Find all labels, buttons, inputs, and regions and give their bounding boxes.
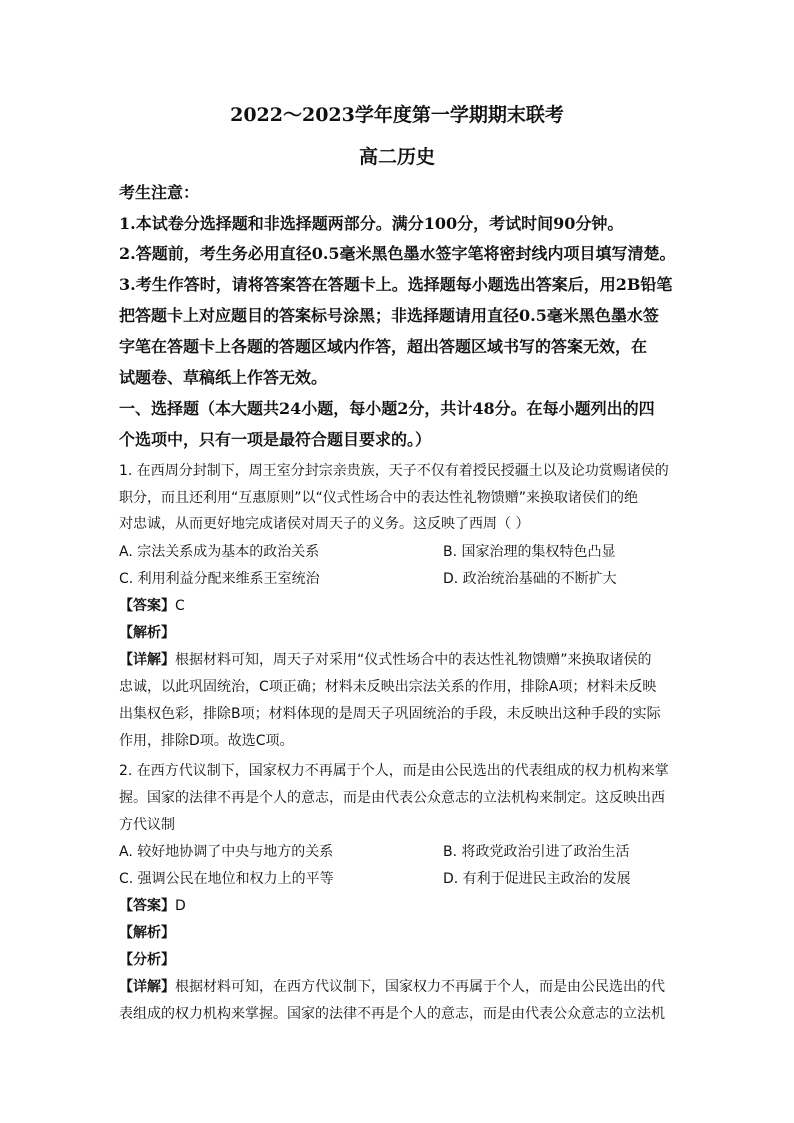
answer-tag: 【答案】 bbox=[119, 898, 175, 914]
q2-option-c: C. 强调公民在地位和权力上的平等 bbox=[119, 871, 334, 887]
q1-option-b: B. 国家治理的集权特色凸显 bbox=[443, 544, 616, 560]
detail-text: 根据材料可知，周天子对采用“仪式性场合中的表达性礼物馈赠”来换取诸侯的 bbox=[175, 652, 652, 668]
q2-fenxi bbox=[119, 949, 175, 969]
q2-stem-line: 方代议制 bbox=[119, 817, 175, 833]
q1-detail-line: 忠诚，以此巩固统治，C项正确；材料未反映出宗法关系的作用，排除A项；材料未反映 bbox=[119, 679, 657, 695]
q2-option-d: D. 有利于促进民主政治的发展 bbox=[443, 871, 631, 887]
q1-stem-line: 1. 在西周分封制下，周王室分封宗亲贵族，天子不仅有着授民授疆土以及论功赏赐诸侯的 bbox=[119, 463, 669, 479]
detail-tag: 【详解】 bbox=[119, 652, 175, 668]
answer-value: C bbox=[175, 598, 185, 614]
q1-detail-line: 作用，排除D项。故选C项。 bbox=[119, 733, 294, 749]
detail-tag: 【详解】 bbox=[119, 979, 175, 995]
notice-line: 把答题卡上对应题目的答案标号涂黑；非选择题请用直径0.5毫米黑色墨水签 bbox=[119, 306, 659, 325]
q2-option-b: B. 将政党政治引进了政治生活 bbox=[443, 844, 630, 860]
q2-answer bbox=[119, 895, 186, 915]
notice-line: 3.考生作答时，请将答案答在答题卡上。选择题每小题选出答案后，用2B铅笔 bbox=[119, 275, 673, 294]
notice-line: 2.答题前，考生务必用直径0.5毫米黑色墨水签字笔将密封线内项目填写清楚。 bbox=[119, 244, 676, 263]
notice-line: 1.本试卷分选择题和非选择题两部分。满分100分，考试时间90分钟。 bbox=[119, 214, 624, 233]
analysis-tag: 【解析】 bbox=[119, 625, 175, 641]
answer-value: D bbox=[175, 898, 186, 914]
q2-stem-line: 握。国家的法律不再是个人的意志，而是由代表公众意志的立法机构来制定。这反映出西 bbox=[119, 790, 665, 806]
q1-answer bbox=[119, 595, 185, 615]
q2-detail-line bbox=[119, 976, 665, 996]
q2-detail-line: 表组成的权力机构来掌握。国家的法律不再是个人的意志，而是由代表公众意志的立法机 bbox=[119, 1006, 665, 1022]
exam-title: 2022～2023学年度第一学期期末联考 bbox=[230, 104, 564, 126]
notice-line: 试题卷、草稿纸上作答无效。 bbox=[119, 368, 328, 387]
notice-heading: 考生注意： bbox=[119, 183, 200, 202]
fenxi-tag: 【分析】 bbox=[119, 952, 175, 968]
q1-option-d: D. 政治统治基础的不断扩大 bbox=[443, 571, 617, 587]
section-heading: 一、选择题（本大题共24小题，每小题2分，共计48分。在每小题列出的四 bbox=[119, 399, 655, 418]
detail-text: 根据材料可知，在西方代议制下，国家权力不再属于个人，而是由公民选出的代 bbox=[175, 979, 665, 995]
q2-option-a: A. 较好地协调了中央与地方的关系 bbox=[119, 844, 334, 860]
answer-tag: 【答案】 bbox=[119, 598, 175, 614]
section-heading: 个选项中，只有一项是最符合题目要求的。） bbox=[119, 430, 432, 449]
analysis-tag: 【解析】 bbox=[119, 925, 175, 941]
exam-subject: 高二历史 bbox=[358, 146, 435, 168]
q1-option-a: A. 宗法关系成为基本的政治关系 bbox=[119, 544, 320, 560]
q1-stem-line: 对忠诚，从而更好地完成诸侯对周天子的义务。这反映了西周（ ） bbox=[119, 516, 530, 532]
notice-line: 字笔在答题卡上各题的答题区域内作答，超出答题区域书写的答案无效，在 bbox=[119, 337, 648, 356]
q1-detail-line bbox=[119, 649, 652, 669]
q1-option-c: C. 利用利益分配来维系王室统治 bbox=[119, 571, 320, 587]
q1-stem-line: 职分，而且还利用“互惠原则”以“仪式性场合中的表达性礼物馈赠”来换取诸侯们的绝 bbox=[119, 490, 639, 506]
q1-analysis bbox=[119, 622, 175, 642]
q1-detail-line: 出集权色彩，排除B项；材料体现的是周天子巩固统治的手段，未反映出这种手段的实际 bbox=[119, 706, 661, 722]
q2-analysis bbox=[119, 922, 175, 942]
q2-stem-line: 2. 在西方代议制下，国家权力不再属于个人，而是由公民选出的代表组成的权力机构来掌 bbox=[119, 763, 669, 779]
